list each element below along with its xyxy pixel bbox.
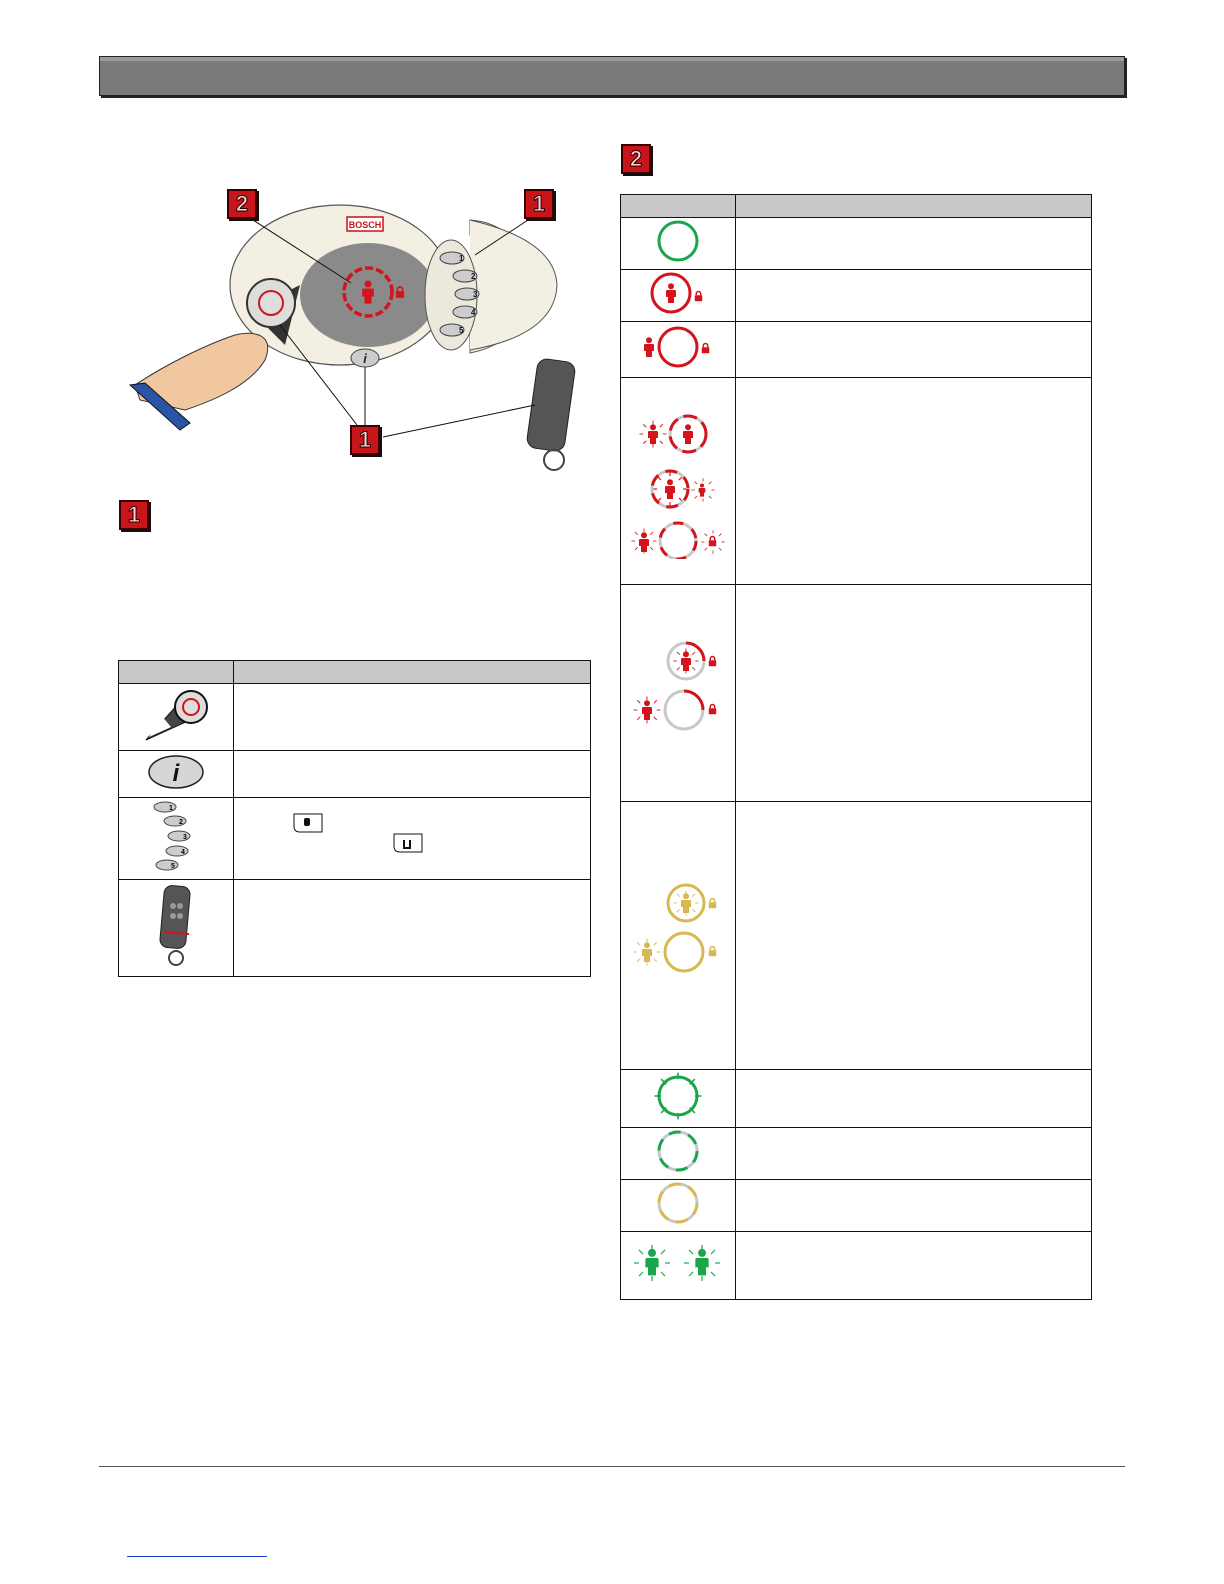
table-row	[621, 1128, 1092, 1180]
proximity-tag-icon	[119, 684, 234, 751]
brand-logo: BOSCH	[348, 220, 382, 230]
key-label: 4	[181, 849, 185, 856]
table-header-cell	[234, 661, 591, 684]
yellow-gray-ring-icon	[621, 1180, 736, 1232]
table-row	[119, 880, 591, 977]
table-row	[621, 378, 1092, 585]
keypad-keys-icon	[119, 798, 234, 880]
table-row	[621, 585, 1092, 802]
table-row	[621, 322, 1092, 378]
table-row	[621, 270, 1092, 322]
key-label: 2	[179, 819, 183, 826]
table-row	[621, 1180, 1092, 1232]
callout-badge-1: 1	[524, 189, 554, 219]
svg-text:2: 2	[471, 272, 476, 281]
table-row	[621, 802, 1092, 1070]
status-indicators-table	[620, 194, 1092, 1300]
row-description	[736, 378, 1092, 585]
row-description	[234, 798, 591, 880]
table-header-cell	[736, 195, 1092, 218]
row-description	[736, 1128, 1092, 1180]
table-row	[621, 1232, 1092, 1300]
key-label: 3	[183, 834, 187, 841]
row-description	[736, 585, 1092, 802]
remote-fob-icon	[119, 880, 234, 977]
green-gray-ring-icon	[621, 1128, 736, 1180]
red-ring-side-person-lock-icon	[621, 322, 736, 378]
footer-rule	[99, 1466, 1125, 1467]
row-description	[736, 802, 1092, 1070]
svg-text:4: 4	[471, 308, 476, 317]
row-description	[234, 880, 591, 977]
row-description	[234, 684, 591, 751]
svg-text:i: i	[363, 351, 367, 366]
svg-text:1: 1	[459, 254, 464, 263]
svg-text:i: i	[172, 759, 180, 787]
callout-badge-2: 2	[227, 189, 257, 219]
key-label: 1	[169, 805, 173, 812]
table-row	[119, 798, 591, 880]
key-label: 5	[171, 863, 175, 870]
table-row	[621, 218, 1092, 270]
table-header-cell	[119, 661, 234, 684]
yellow-ring-icons	[621, 802, 736, 1070]
footer-link-underline[interactable]	[127, 1556, 267, 1557]
table-row	[621, 1070, 1092, 1128]
red-flashing-alarm-icons	[621, 378, 736, 585]
row-description	[736, 270, 1092, 322]
table-header-cell	[621, 195, 736, 218]
row-description	[736, 218, 1092, 270]
table-row	[119, 684, 591, 751]
green-flashing-ring-icon	[621, 1070, 736, 1128]
green-persons-flashing-icon	[621, 1232, 736, 1300]
green-ring-icon	[621, 218, 736, 270]
svg-text:3: 3	[473, 290, 478, 299]
row-description	[736, 322, 1092, 378]
section-badge-2: 2	[621, 144, 651, 174]
row-description	[736, 1180, 1092, 1232]
row-description	[736, 1232, 1092, 1300]
header-bar	[99, 56, 1125, 96]
input-devices-table	[118, 660, 591, 977]
row-description	[234, 751, 591, 798]
row-description	[736, 1070, 1092, 1128]
section-badge-1: 1	[119, 500, 149, 530]
info-key-icon	[119, 751, 234, 798]
red-ring-person-lock-icon	[621, 270, 736, 322]
callout-badge-1: 1	[350, 425, 380, 455]
red-gray-ring-icons	[621, 585, 736, 802]
table-row	[119, 751, 591, 798]
svg-text:5: 5	[459, 326, 464, 335]
